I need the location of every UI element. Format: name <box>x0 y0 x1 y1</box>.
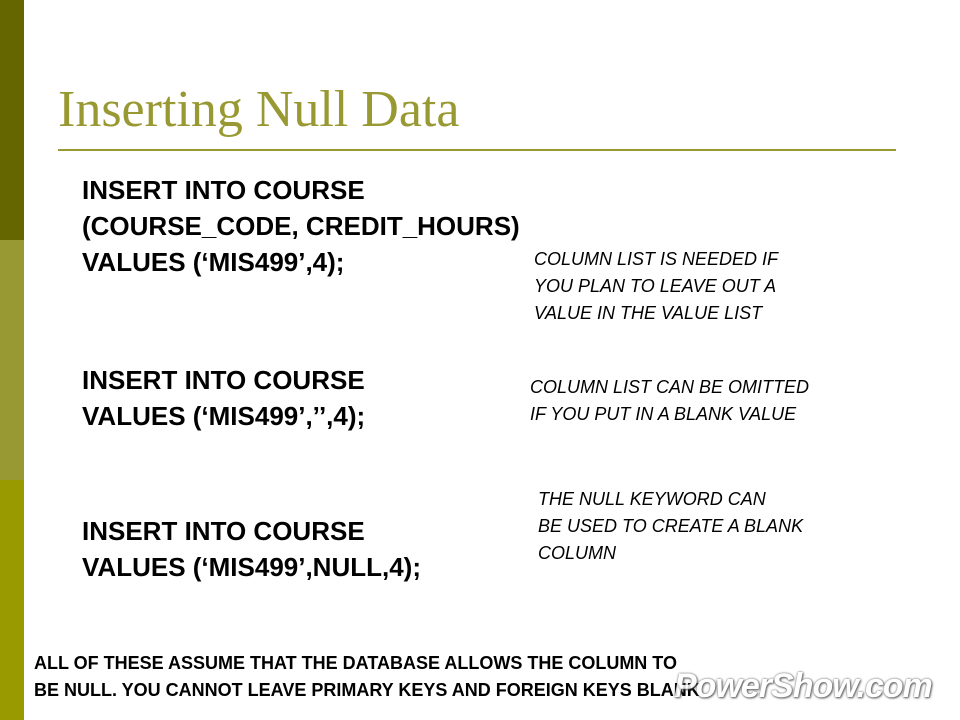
note-line: COLUMN LIST IS NEEDED IF <box>534 249 779 269</box>
sql-example-1 <box>82 172 520 280</box>
watermark-logo: PowerShow.com <box>674 667 932 705</box>
note-line: VALUE IN THE VALUE LIST <box>534 303 763 323</box>
note-line: BE USED TO CREATE A BLANK <box>538 516 804 536</box>
left-accent-bar-middle <box>0 240 24 480</box>
footer-line: BE NULL. YOU CANNOT LEAVE PRIMARY KEYS AND FOREIGN KEYS BLANK <box>34 680 700 700</box>
sql-line: VALUES (‘MIS499’,NULL,4); <box>82 552 422 582</box>
note-example-3 <box>538 486 803 567</box>
footer-note <box>34 650 700 704</box>
note-line: YOU PLAN TO LEAVE OUT A <box>534 276 777 296</box>
note-line: COLUMN <box>538 543 617 563</box>
slide-title: Inserting Null Data <box>58 81 460 138</box>
sql-example-3 <box>82 513 421 585</box>
sql-line: INSERT INTO COURSE <box>82 516 365 546</box>
sql-line: VALUES (‘MIS499’,’’,4); <box>82 401 366 431</box>
sql-line: (COURSE_CODE, CREDIT_HOURS) <box>82 211 520 241</box>
left-accent-bar-bottom <box>0 480 24 720</box>
note-line: IF YOU PUT IN A BLANK VALUE <box>530 404 797 424</box>
note-line: THE NULL KEYWORD CAN <box>538 489 766 509</box>
sql-line: INSERT INTO COURSE <box>82 365 365 395</box>
left-accent-bar-top <box>0 0 24 240</box>
footer-line: ALL OF THESE ASSUME THAT THE DATABASE ALLOWS THE COLUMN TO <box>34 653 677 673</box>
note-example-1 <box>534 246 778 327</box>
sql-line: VALUES (‘MIS499’,4); <box>82 247 345 277</box>
note-line: COLUMN LIST CAN BE OMITTED <box>530 377 810 397</box>
title-divider <box>58 149 896 151</box>
sql-example-2 <box>82 362 365 434</box>
note-example-2 <box>530 374 809 428</box>
sql-line: INSERT INTO COURSE <box>82 175 365 205</box>
